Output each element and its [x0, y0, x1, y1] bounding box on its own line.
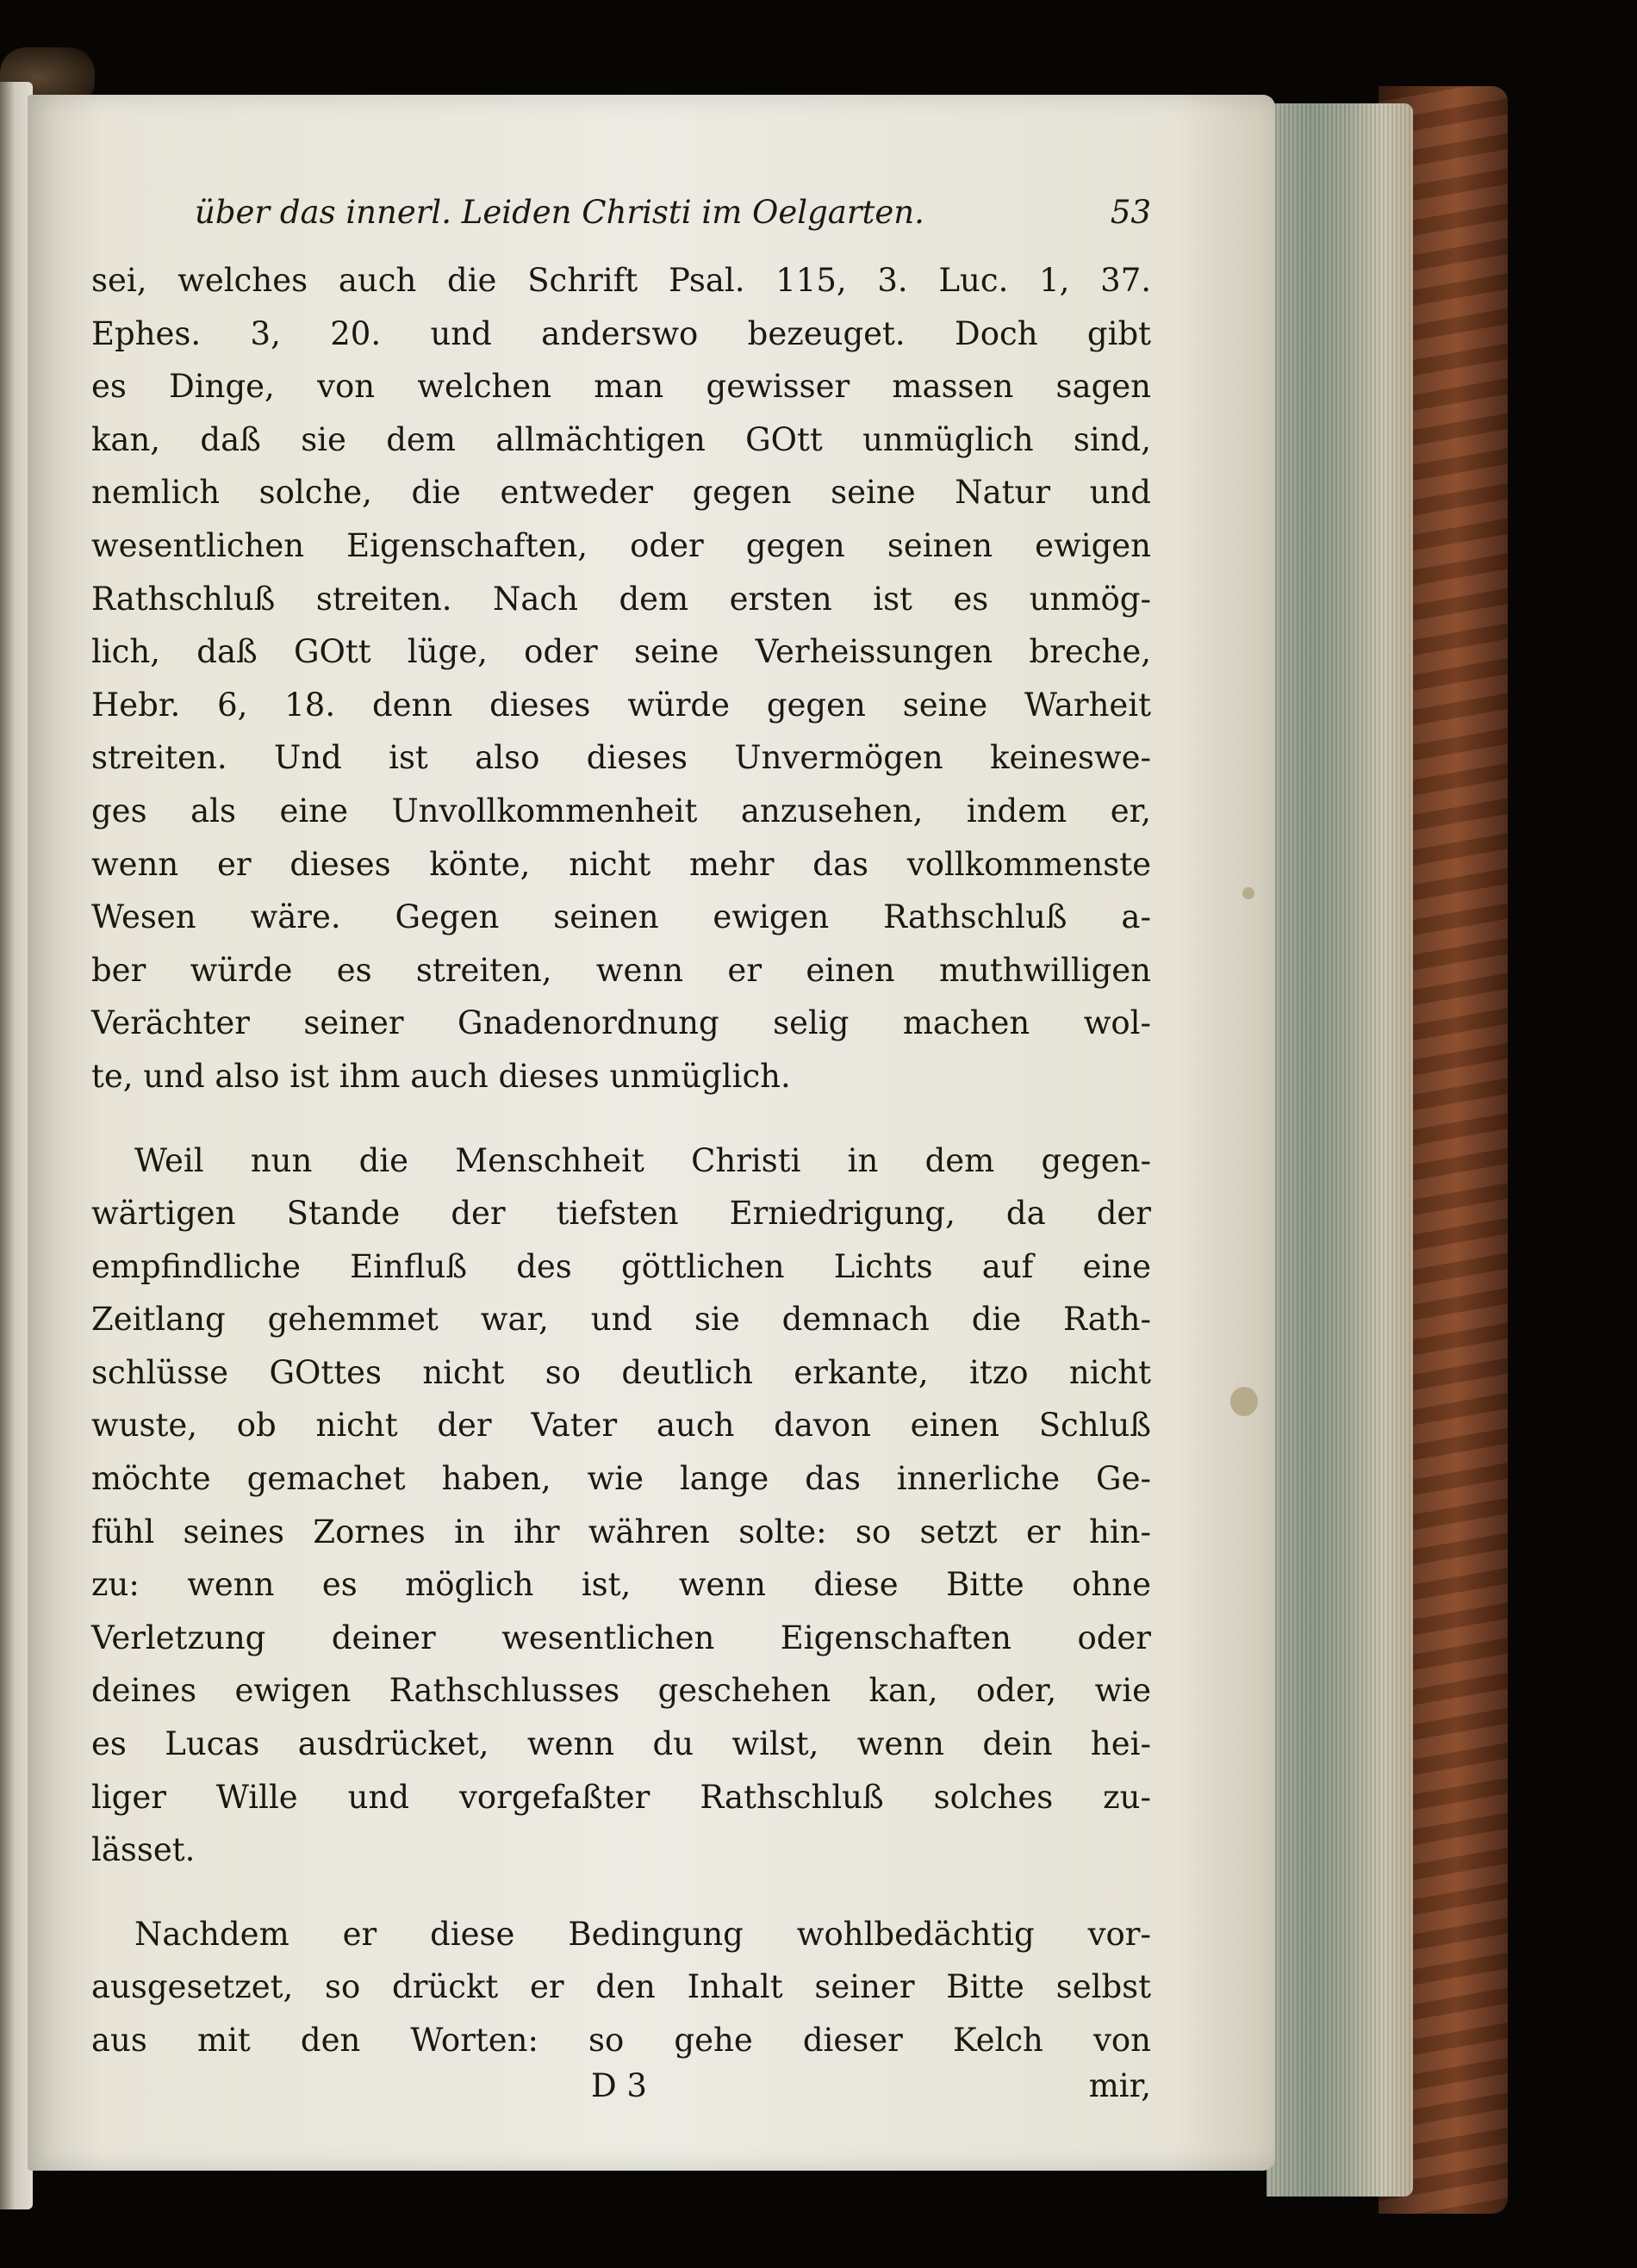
text-line: empfindliche Einfluß des göttlichen Lichts auf eine	[91, 1247, 1151, 1285]
signature-mark: D 3	[591, 2066, 647, 2104]
text-line: wesentlichen Eigenschaften, oder gegen seinen ewigen	[91, 526, 1151, 564]
text-line: deines ewigen Rathschlusses geschehen kan, oder, wie	[91, 1672, 1151, 1710]
page-number: 53	[1110, 194, 1151, 231]
text-line: Hebr. 6, 18. denn dieses würde gegen seine Warheit	[91, 686, 1151, 724]
text-line: nemlich solche, die entweder gegen seine Natur und	[91, 474, 1151, 512]
text-line: zu: wenn es möglich ist, wenn diese Bitte ohne	[91, 1566, 1151, 1604]
text-line: wärtigen Stande der tiefsten Erniedrigung, da der	[91, 1195, 1151, 1233]
text-line: fühl seines Zornes in ihr währen solte: so setzt er hin-	[91, 1513, 1151, 1550]
running-head	[91, 194, 1151, 254]
text-line: schlüsse GOttes nicht so deutlich erkante, itzo nicht	[91, 1353, 1151, 1391]
text-line: Verächter seiner Gnadenordnung selig machen wol-	[91, 1004, 1151, 1042]
text-line: wuste, ob nicht der Vater auch davon einen Schluß	[91, 1407, 1151, 1445]
book-page	[28, 95, 1275, 2171]
catchword: mir,	[1088, 2066, 1151, 2104]
text-line: streiten. Und ist also dieses Unvermögen keineswe-	[91, 739, 1151, 777]
text-line: Weil nun die Menschheit Christi in dem gegen-	[134, 1141, 1151, 1179]
paragraph-3	[91, 1908, 1151, 2067]
text-line: wenn er dieses könte, nicht mehr das vollkommenste	[91, 845, 1151, 883]
page-edges	[1267, 103, 1413, 2197]
text-line: Zeitlang gehemmet war, und sie demnach die Rath-	[91, 1301, 1151, 1339]
text-line: Nachdem er diese Bedingung wohlbedächtig vor-	[134, 1915, 1151, 1953]
text-line: lich, daß GOtt lüge, oder seine Verheissungen breche,	[91, 633, 1151, 671]
text-line: te, und also ist ihm auch dieses unmüglich.	[91, 1057, 791, 1095]
text-block	[91, 194, 1151, 2121]
text-line: liger Wille und vorgefaßter Rathschluß solches zu-	[91, 1778, 1151, 1816]
paper-speck	[1230, 1387, 1258, 1416]
text-line: es Dinge, von welchen man gewisser massen sagen	[91, 368, 1151, 406]
text-line: ber würde es streiten, wenn er einen muthwilligen	[91, 951, 1151, 989]
text-line: es Lucas ausdrücket, wenn du wilst, wenn dein hei-	[91, 1725, 1151, 1763]
text-line: ges als eine Unvollkommenheit anzusehen, indem er,	[91, 792, 1151, 830]
text-line: sei, welches auch die Schrift Psal. 115, 3. Luc. 1, 37.	[91, 262, 1151, 299]
text-line: Verletzung deiner wesentlichen Eigenschaften oder	[91, 1619, 1151, 1656]
text-line: Wesen wäre. Gegen seinen ewigen Rathschluß a-	[91, 898, 1151, 936]
running-head-title: über das innerl. Leiden Christi im Oelgarten.	[195, 194, 924, 231]
text-line: aus mit den Worten: so gehe dieser Kelch von	[91, 2022, 1151, 2059]
text-line: möchte gemachet haben, wie lange das innerliche Ge-	[91, 1460, 1151, 1498]
page-footer	[91, 2067, 1151, 2121]
paragraph-2	[91, 1134, 1151, 1877]
text-line: Ephes. 3, 20. und anderswo bezeuget. Doch gibt	[91, 314, 1151, 352]
paragraph-1	[91, 254, 1151, 1103]
paper-speck	[1242, 887, 1254, 899]
text-line: kan, daß sie dem allmächtigen GOtt unmüglich sind,	[91, 420, 1151, 458]
text-line: ausgesetzet, so drückt er den Inhalt seiner Bitte selbst	[91, 1968, 1151, 2006]
text-line: lässet.	[91, 1831, 196, 1869]
text-line: Rathschluß streiten. Nach dem ersten ist es unmög-	[91, 580, 1151, 618]
